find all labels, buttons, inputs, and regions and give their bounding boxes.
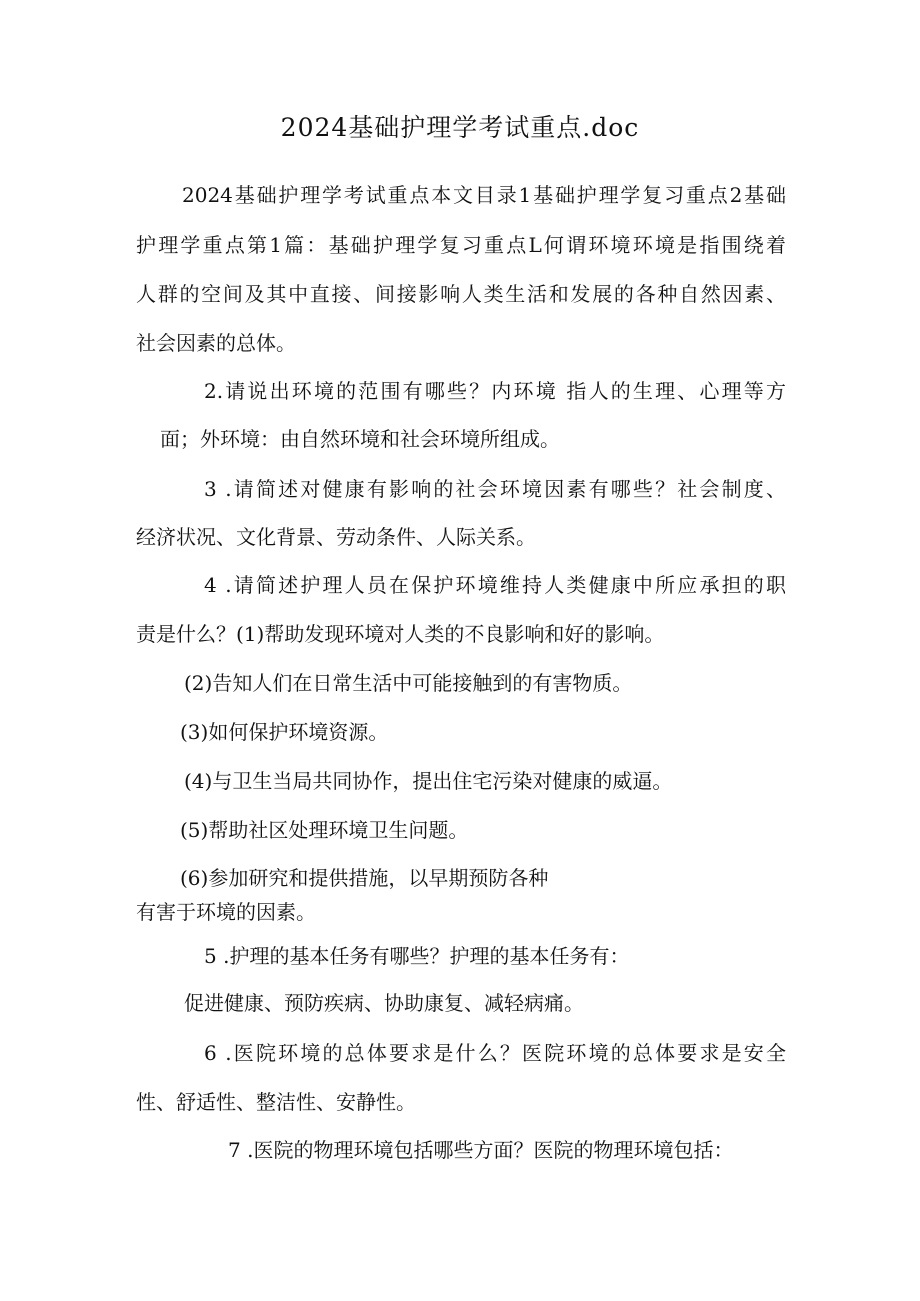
text-line: (3)如何保护环境资源。 bbox=[180, 720, 389, 744]
text-line: 性、舒适性、整洁性、安静性。 bbox=[136, 1090, 416, 1114]
text-line: (2)告知人们在日常生活中可能接触到的有害物质。 bbox=[184, 671, 633, 695]
text-line: 3 .请简述对健康有影响的社会环境因素有哪些？社会制度、 bbox=[204, 479, 786, 501]
text-line: 社会因素的总体。 bbox=[136, 331, 296, 355]
document-title: 2024基础护理学考试重点.doc bbox=[280, 113, 640, 142]
text-line: 6 .医院环境的总体要求是什么？医院环境的总体要求是安全 bbox=[204, 1043, 786, 1065]
text-line: 责是什么？(1)帮助发现环境对人类的不良影响和好的影响。 bbox=[136, 622, 665, 646]
text-line: 促进健康、预防疾病、协助康复、减轻病痛。 bbox=[184, 991, 584, 1015]
text-line: 5 .护理的基本任务有哪些？护理的基本任务有： bbox=[204, 944, 630, 968]
text-line: 2024基础护理学考试重点本文目录1基础护理学复习重点2基础 bbox=[182, 185, 786, 207]
text-line: 有害于环境的因素。 bbox=[136, 900, 316, 924]
text-line: 护理学重点第1篇：基础护理学复习重点L何谓环境环境是指围绕着 bbox=[136, 235, 786, 257]
text-line: 面；外环境：由自然环境和社会环境所组成。 bbox=[160, 427, 560, 451]
text-line: 4 .请简述护理人员在保护环境维持人类健康中所应承担的职 bbox=[204, 575, 786, 597]
text-line: 人群的空间及其中直接、间接影响人类生活和发展的各种自然因素、 bbox=[136, 284, 786, 306]
text-line: 经济状况、文化背景、劳动条件、人际关系。 bbox=[136, 525, 536, 549]
text-line: 2.请说出环境的范围有哪些？内环境 指人的生理、心理等方 bbox=[204, 381, 786, 403]
text-line: (6)参加研究和提供措施，以早期预防各种 bbox=[180, 866, 549, 890]
text-line: (4)与卫生当局共同协作，提出住宅污染对健康的威逼。 bbox=[184, 769, 673, 793]
text-line: 7 .医院的物理环境包括哪些方面？医院的物理环境包括： bbox=[228, 1138, 734, 1162]
text-line: (5)帮助社区处理环境卫生问题。 bbox=[180, 818, 469, 842]
